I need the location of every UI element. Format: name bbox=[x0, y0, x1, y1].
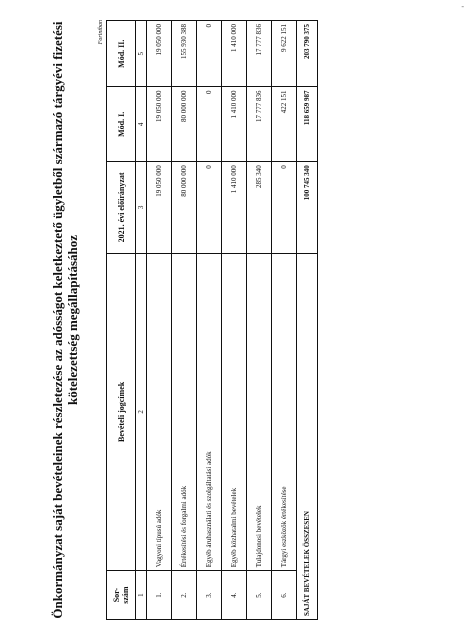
header-eloiranyzat: 2021. évi előirányzat bbox=[107, 162, 136, 253]
header-row bbox=[107, 21, 136, 620]
header-mod1: Mód. I. bbox=[107, 87, 136, 162]
index-cell: 5 bbox=[136, 21, 147, 87]
row-eloiranyzat: 0 bbox=[197, 162, 222, 253]
row-number: 6. bbox=[272, 571, 297, 620]
row-mod1: 1 410 000 bbox=[222, 87, 247, 162]
index-cell: 2 bbox=[136, 253, 147, 571]
row-mod1: 422 151 bbox=[272, 87, 297, 162]
rotated-page bbox=[50, 20, 380, 620]
row-label: Tárgyi eszközök értékesítése bbox=[272, 253, 297, 571]
total-eloiranyzat: 100 745 340 bbox=[297, 162, 318, 253]
header-mod2: Mód. II. bbox=[107, 21, 136, 87]
header-jogcim: Bevételi jogcímek bbox=[107, 253, 136, 571]
table-row bbox=[247, 21, 272, 620]
row-mod1: 80 000 000 bbox=[172, 87, 197, 162]
row-number: 3. bbox=[197, 571, 222, 620]
row-mod2: 19 050 000 bbox=[147, 21, 172, 87]
title-line-1: Önkormányzat saját bevételeinek részletezése az adósságot keletkeztető ügyletből származó tárgyévi fizetési bbox=[50, 21, 65, 619]
row-label: Egyéb áruhasználati és szolgáltatási adók bbox=[197, 253, 222, 571]
title-line-2: kötelezettség megállapításához bbox=[65, 234, 80, 406]
row-label: Tulajdonosi bevételek bbox=[247, 253, 272, 571]
row-label: Értékesítési és forgalmi adók bbox=[172, 253, 197, 571]
table-row bbox=[272, 21, 297, 620]
row-number: 2. bbox=[172, 571, 197, 620]
row-mod2: 0 bbox=[197, 21, 222, 87]
table-row bbox=[172, 21, 197, 620]
currency-note: Forintban bbox=[98, 20, 104, 45]
row-mod2: 1 410 000 bbox=[222, 21, 247, 87]
table-row bbox=[222, 21, 247, 620]
row-mod1: 17 777 836 bbox=[247, 87, 272, 162]
revenue-table bbox=[106, 20, 318, 620]
header-sor-text: Sor- szám bbox=[112, 586, 130, 604]
row-mod1: 0 bbox=[197, 87, 222, 162]
table-row bbox=[197, 21, 222, 620]
total-row bbox=[297, 21, 318, 620]
row-mod2: 17 777 836 bbox=[247, 21, 272, 87]
row-eloiranyzat: 0 bbox=[272, 162, 297, 253]
row-eloiranyzat: 1 410 000 bbox=[222, 162, 247, 253]
index-cell: 3 bbox=[136, 162, 147, 253]
total-label: SAJÁT BEVÉTELEK ÖSSZESEN bbox=[297, 253, 318, 619]
index-cell: 4 bbox=[136, 87, 147, 162]
index-row bbox=[136, 21, 147, 620]
total-mod1: 118 659 987 bbox=[297, 87, 318, 162]
edge-mark: - bbox=[461, 2, 464, 11]
header-sor bbox=[107, 571, 136, 620]
row-number: 1. bbox=[147, 571, 172, 620]
row-eloiranyzat: 80 000 000 bbox=[172, 162, 197, 253]
row-mod1: 19 050 000 bbox=[147, 87, 172, 162]
table-row bbox=[147, 21, 172, 620]
index-cell: 1 bbox=[136, 571, 147, 620]
total-mod2: 203 790 375 bbox=[297, 21, 318, 87]
row-mod2: 155 930 388 bbox=[172, 21, 197, 87]
row-eloiranyzat: 19 050 000 bbox=[147, 162, 172, 253]
row-number: 4. bbox=[222, 571, 247, 620]
row-eloiranyzat: 285 340 bbox=[247, 162, 272, 253]
row-number: 5. bbox=[247, 571, 272, 620]
document-title bbox=[50, 20, 80, 620]
row-mod2: 9 622 151 bbox=[272, 21, 297, 87]
row-label: Vagyoni típusú adók bbox=[147, 253, 172, 571]
row-label: Egyéb közhatalmi bevételek bbox=[222, 253, 247, 571]
